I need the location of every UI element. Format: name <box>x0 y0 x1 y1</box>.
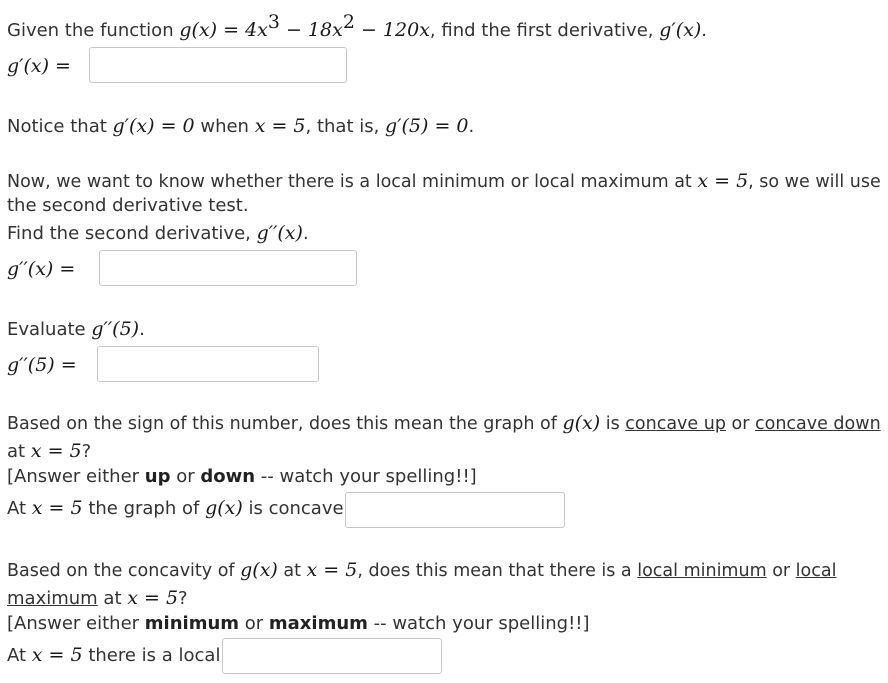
q4-hint-up: up <box>144 466 171 487</box>
q4-mid: is <box>600 414 626 434</box>
q1-exponent-2: 2 <box>342 11 355 33</box>
q5-mid: at <box>277 561 307 581</box>
now-line-2: the second derivative test. <box>7 195 249 216</box>
q4-line-1 <box>7 412 881 435</box>
now-line-1 <box>7 170 881 193</box>
q4-or: or <box>725 414 755 434</box>
notice-mid-2: , that is, <box>305 116 386 137</box>
q5-hint-or: or <box>239 613 269 634</box>
q1-function: g(x) = 4x <box>179 19 268 41</box>
q4-hint-or: or <box>170 466 201 487</box>
now-pre: Now, we want to know whether there is a local minimum or local maximum at <box>7 172 698 192</box>
concave-down-link[interactable]: concave down <box>754 414 881 434</box>
q5-line-2 <box>7 587 188 610</box>
now-post: , so we will use <box>748 172 881 192</box>
q5-line-1 <box>7 559 836 582</box>
q1-answer-label: g′(x) = <box>7 55 71 77</box>
q5-ans-math: x = 5 <box>31 644 83 666</box>
q4-pre: Based on the sign of this number, does this mean the graph of <box>7 414 563 434</box>
q3-end: . <box>139 319 145 340</box>
q5-pre: Based on the concavity of <box>7 561 241 581</box>
q1-prompt <box>7 11 707 42</box>
q4-l2-math: x = 5 <box>30 440 82 462</box>
q5-hint-pre: [Answer either <box>7 613 145 634</box>
local-minimum-link[interactable]: local minimum <box>637 561 767 581</box>
q3-prompt <box>7 318 145 341</box>
q4-ans-pre: At <box>7 498 32 519</box>
q5-answer-label <box>7 644 220 667</box>
q4-hint <box>7 466 477 488</box>
q5-hint-maximum: maximum <box>268 613 368 634</box>
notice-math-2: x = 5 <box>254 115 306 137</box>
q2-math: g′′(x) <box>256 222 303 244</box>
extremum-type-input[interactable] <box>222 638 442 674</box>
q4-ans-math-1: x = 5 <box>31 497 83 519</box>
q4-ans-math-2: g(x) <box>205 497 243 519</box>
q5-l2-math: x = 5 <box>127 587 179 609</box>
q4-hint-down: down <box>200 466 256 487</box>
q3-math: g′′(5) <box>91 318 140 340</box>
q5-ans-pre: At <box>7 645 32 666</box>
q5-hint <box>7 613 590 635</box>
notice-end: . <box>468 116 475 137</box>
concave-up-link[interactable]: concave up <box>625 414 726 434</box>
concavity-input[interactable] <box>345 492 565 528</box>
q4-line-2 <box>7 440 91 463</box>
q1-end: . <box>701 20 707 41</box>
first-derivative-input[interactable] <box>89 47 347 83</box>
q5-or: or <box>766 561 796 581</box>
q1-function-tail: − 120x <box>354 19 430 41</box>
q5-post: , does this mean that there is a <box>357 561 638 581</box>
q4-l2-pre: at <box>7 441 31 462</box>
notice-math-1: g′(x) = 0 <box>112 115 195 137</box>
q3-answer-label: g′′(5) = <box>7 354 77 376</box>
q1-target: g′(x) <box>659 19 702 41</box>
now-math: x = 5 <box>697 170 749 192</box>
q2-answer-label: g′′(x) = <box>7 258 76 280</box>
q4-ans-mid: the graph of <box>82 498 206 519</box>
second-derivative-at-5-input[interactable] <box>97 346 319 382</box>
q5-hint-post: -- watch your spelling!!] <box>367 613 590 634</box>
q3-pre: Evaluate <box>7 319 92 340</box>
notice-line <box>7 115 474 138</box>
q1-text-pre: Given the function <box>7 20 180 41</box>
q1-text-post: , find the first derivative, <box>429 20 660 41</box>
notice-math-3: g′(5) = 0 <box>385 115 469 137</box>
q4-ans-post: is concave <box>242 498 344 519</box>
q1-exponent-3: 3 <box>267 11 280 33</box>
q5-math-1: g(x) <box>240 559 278 581</box>
q4-answer-label <box>7 497 344 520</box>
local-maximum-link-part2[interactable]: maximum <box>7 588 98 609</box>
q5-l2-end: ? <box>178 588 188 609</box>
notice-mid-1: when <box>194 116 255 137</box>
q5-hint-minimum: minimum <box>144 613 240 634</box>
q2-pre: Find the second derivative, <box>7 223 257 244</box>
notice-pre: Notice that <box>7 116 113 137</box>
q4-hint-post: -- watch your spelling!!] <box>255 466 477 487</box>
q5-math-2: x = 5 <box>306 559 358 581</box>
q5-ans-post: there is a local <box>82 645 221 666</box>
q5-l2-mid: at <box>97 588 128 609</box>
q2-end: . <box>302 223 309 244</box>
q4-hint-pre: [Answer either <box>7 466 145 487</box>
q4-l2-end: ? <box>81 441 92 462</box>
local-maximum-link-part1[interactable]: local <box>795 561 837 581</box>
q2-prompt <box>7 222 309 245</box>
second-derivative-input[interactable] <box>99 250 357 286</box>
q4-math: g(x) <box>562 412 601 434</box>
q1-function-mid: − 18x <box>279 19 343 41</box>
